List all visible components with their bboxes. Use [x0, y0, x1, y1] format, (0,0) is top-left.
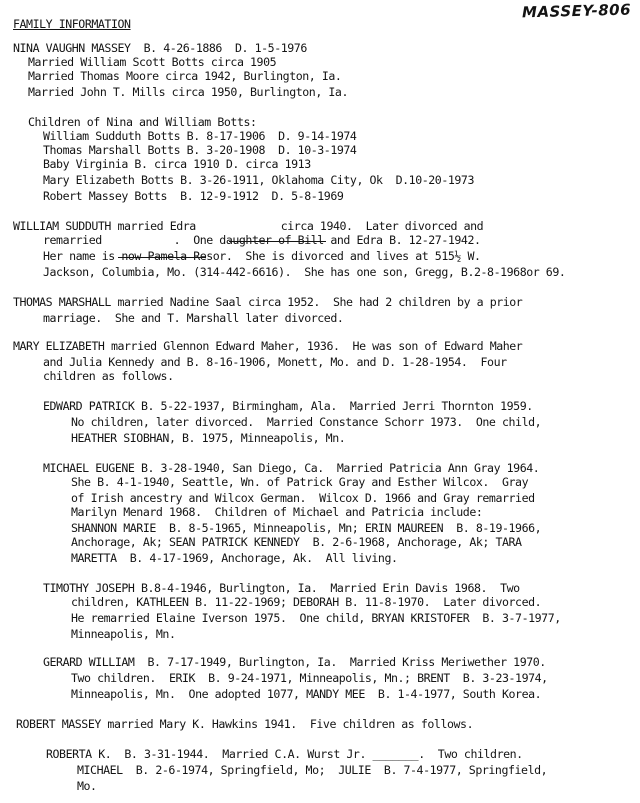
text-line: Robert Massey Botts B. 12-9-1912 D. 5-8-1969	[43, 189, 344, 203]
section-title: FAMILY INFORMATION	[13, 17, 131, 31]
handwritten-reference: MASSEY-806	[521, 0, 632, 22]
text-line: GERARD WILLIAM B. 7-17-1949, Burlington, Ia. Married Kriss Meriwether 1970.	[43, 655, 546, 669]
text-line: children as follows.	[43, 369, 174, 383]
text-line: of Irish ancestry and Wilcox German. Wilcox D. 1966 and Gray remarried	[71, 491, 535, 505]
text-line: Children of Nina and William Botts:	[28, 115, 257, 129]
text-line: SHANNON MARIE B. 8-5-1965, Minneapolis, Mn; ERIN MAUREEN B. 8-19-1966,	[71, 521, 542, 535]
text-line: William Sudduth Botts B. 8-17-1906 D. 9-14-1974	[43, 129, 357, 143]
text-line: Married William Scott Botts circa 1905	[28, 55, 277, 69]
text-line: Marilyn Menard 1968. Children of Michael and Patricia include:	[71, 505, 483, 519]
text-line: TIMOTHY JOSEPH B.8-4-1946, Burlington, Ia. Married Erin Davis 1968. Two	[43, 581, 520, 595]
text-line: Anchorage, Ak; SEAN PATRICK KENNEDY B. 2-6-1968, Anchorage, Ak; TARA	[71, 535, 522, 549]
text-line: children, KATHLEEN B. 11-22-1969; DEBORAH B. 11-8-1970. Later divorced.	[71, 595, 542, 609]
text-line: EDWARD PATRICK B. 5-22-1937, Birmingham, Ala. Married Jerri Thornton 1959.	[43, 399, 533, 413]
text-line: NINA VAUGHN MASSEY B. 4-26-1886 D. 1-5-1976	[13, 41, 307, 55]
text-line: She B. 4-1-1940, Seattle, Wn. of Patrick Gray and Esther Wilcox. Gray	[71, 475, 529, 489]
text-line: ROBERTA K. B. 3-31-1944. Married C.A. Wurst Jr. _______. Two children.	[46, 747, 523, 761]
text-line: Mary Elizabeth Botts B. 3-26-1911, Oklahoma City, Ok D.10-20-1973	[43, 173, 474, 187]
text-line: MICHAEL B. 2-6-1974, Springfield, Mo; JULIE B. 7-4-1977, Springfield,	[77, 763, 548, 777]
text-line: Married Thomas Moore circa 1942, Burlington, Ia.	[28, 69, 342, 83]
text-line: Baby Virginia B. circa 1910 D. circa 1913	[43, 157, 311, 171]
text-line: THOMAS MARSHALL married Nadine Saal circa 1952. She had 2 children by a prior	[13, 295, 523, 309]
text-line: marriage. She and T. Marshall later divorced.	[43, 311, 344, 325]
text-line: and Julia Kennedy and B. 8-16-1906, Monett, Mo. and D. 1-28-1954. Four	[43, 355, 507, 369]
blank-line-mark	[229, 241, 326, 242]
blank-line-mark	[118, 257, 206, 258]
text-line: WILLIAM SUDDUTH married Edra circa 1940. Later divorced and	[13, 219, 484, 233]
text-line: Minneapolis, Mn. One adopted 1077, MANDY MEE B. 1-4-1977, South Korea.	[71, 687, 542, 701]
text-line: MARETTA B. 4-17-1969, Anchorage, Ak. All living.	[71, 551, 398, 565]
text-line: HEATHER SIOBHAN, B. 1975, Minneapolis, Mn.	[71, 431, 346, 445]
text-line: Her name is now Pamela Resor. She is divorced and lives at 515½ W.	[43, 249, 481, 263]
text-line: Jackson, Columbia, Mo. (314-442-6616). She has one son, Gregg, B.2-8-1968or 69.	[43, 265, 566, 279]
text-line: ROBERT MASSEY married Mary K. Hawkins 1941. Five children as follows.	[16, 717, 474, 731]
text-line: Minneapolis, Mn.	[71, 627, 176, 641]
text-line: Mo.	[77, 779, 97, 793]
text-line: Thomas Marshall Botts B. 3-20-1908 D. 10-3-1974	[43, 143, 357, 157]
text-line: MARY ELIZABETH married Glennon Edward Maher, 1936. He was son of Edward Maher	[13, 339, 523, 353]
text-line: remarried . One daughter of Bill and Edra B. 12-27-1942.	[43, 233, 481, 247]
text-line: Two children. ERIK B. 9-24-1971, Minneapolis, Mn.; BRENT B. 3-23-1974,	[71, 671, 548, 685]
text-line: Married John T. Mills circa 1950, Burlington, Ia.	[28, 85, 348, 99]
text-line: He remarried Elaine Iverson 1975. One child, BRYAN KRISTOFER B. 3-7-1977,	[71, 611, 561, 625]
text-line: No children, later divorced. Married Constance Schorr 1973. One child,	[71, 415, 542, 429]
text-line: MICHAEL EUGENE B. 3-28-1940, San Diego, Ca. Married Patricia Ann Gray 1964.	[43, 461, 540, 475]
